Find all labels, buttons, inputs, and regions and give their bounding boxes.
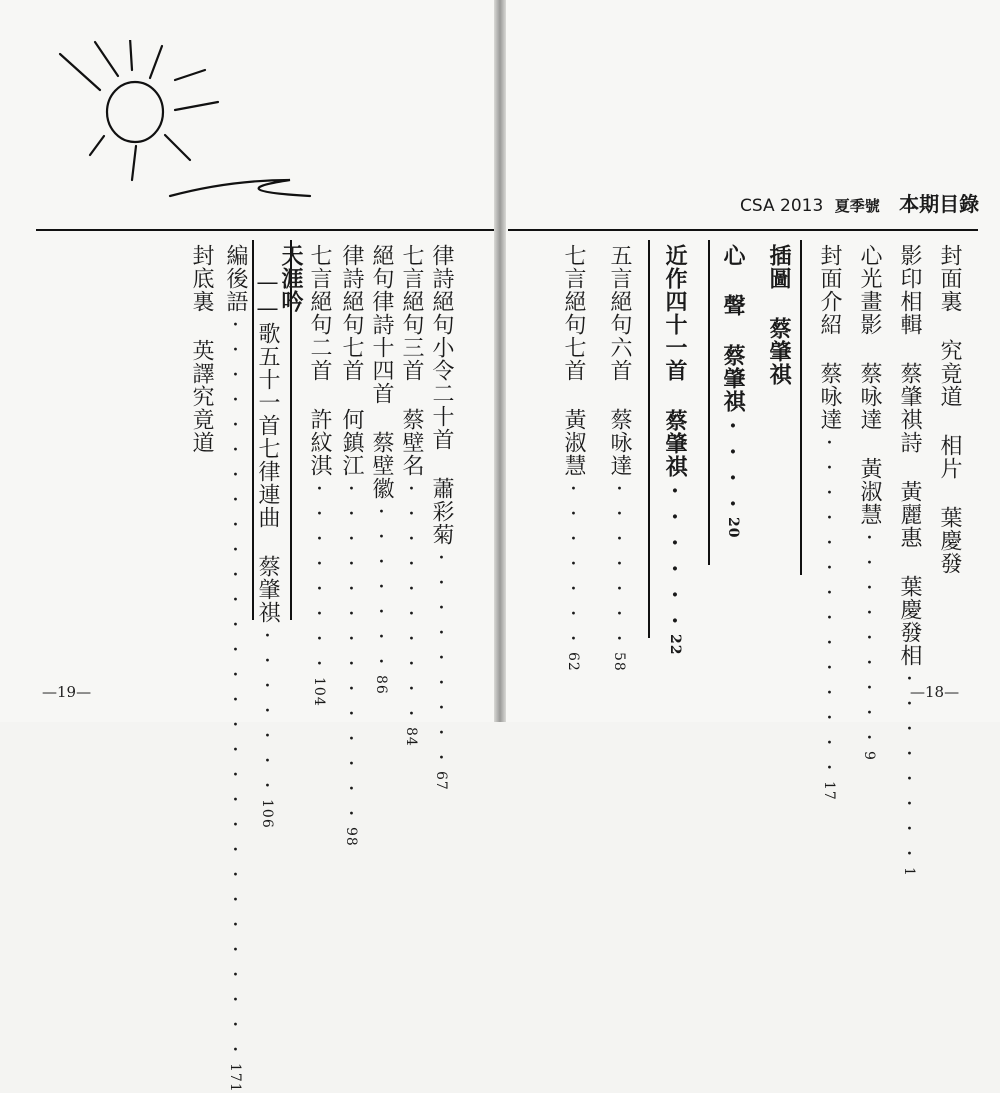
page-folio-left: —19—	[42, 683, 92, 701]
toc-entry-text: 七言絕句三首 蔡壁名	[399, 244, 424, 477]
toc-entry	[664, 244, 686, 655]
toc-entry-text: 封底裏 英譯究竟道	[189, 244, 214, 454]
header-rule-right	[508, 229, 978, 231]
toc-title: 本期目錄	[899, 192, 980, 216]
toc-entry	[430, 244, 452, 791]
toc-entry-text: 心 聲 蔡肇祺	[720, 244, 746, 413]
magazine-code: CSA 2013	[740, 196, 824, 216]
leader-dots: ·······	[255, 624, 280, 799]
toc-entry	[190, 244, 212, 454]
leader-dots: ·······	[607, 477, 632, 652]
toc-entry-text: ——歌五十一首七律連曲 蔡肇祺	[255, 270, 280, 624]
book-gutter	[494, 0, 506, 722]
toc-entry	[768, 244, 790, 386]
toc-entry-text: 插圖 蔡肇祺	[766, 244, 792, 386]
page-number: 9	[861, 751, 877, 761]
toc-entry-text: 律詩絕句小令二十首 蕭彩菊	[429, 244, 454, 546]
page-number: 58	[611, 652, 627, 672]
toc-entry	[370, 244, 392, 695]
page-number: 17	[821, 781, 837, 801]
section-bar	[252, 240, 254, 620]
leader-dots: ··········	[399, 477, 424, 727]
issue-season: 夏季號	[834, 197, 880, 215]
leader-dots: ··············	[817, 431, 842, 781]
leader-dots: ······	[662, 478, 688, 634]
toc-entry	[818, 244, 840, 801]
page-folio-right: —18—	[910, 683, 960, 701]
page-number: 20	[725, 517, 741, 539]
toc-entry-text: 編後語	[223, 244, 248, 313]
page-number: 171	[227, 1063, 243, 1093]
page-number: 1	[901, 867, 917, 877]
section-bar	[800, 240, 802, 575]
toc-header	[740, 188, 979, 217]
leader-dots: ·······	[561, 477, 586, 652]
toc-entry-text: 五言絕句六首 蔡咏達	[607, 244, 632, 477]
page-number: 106	[259, 799, 275, 829]
page-number: 86	[373, 675, 389, 695]
page-number: 67	[433, 771, 449, 791]
leader-dots: ······························	[223, 313, 248, 1063]
toc-entry	[308, 244, 330, 707]
section-bar	[648, 240, 650, 638]
toc-entry-text: 封面裏 究竟道 相片 葉慶發	[937, 244, 962, 575]
toc-entry	[562, 244, 584, 672]
page-number: 104	[311, 677, 327, 707]
toc-entry	[280, 244, 302, 313]
toc-entry	[256, 270, 278, 829]
toc-entry	[340, 244, 362, 847]
toc-entry-text: 絕句律詩十四首 蔡壁徽	[369, 244, 394, 500]
toc-entry-text: 律詩絕句七首 何鎮江	[339, 244, 364, 477]
leader-dots: ········	[897, 667, 922, 867]
toc-entry	[608, 244, 630, 672]
page-number: 98	[343, 827, 359, 847]
toc-entry	[938, 244, 960, 575]
toc-entry-text: 影印相輯 蔡肇祺詩 黃麗惠 葉慶發相	[897, 244, 922, 667]
header-rule-left	[36, 229, 494, 231]
toc-entry	[858, 244, 880, 761]
toc-entry-text: 天涯吟	[278, 244, 304, 313]
leader-dots: ·········	[857, 526, 882, 751]
toc-entry-text: 近作四十一首 蔡肇祺	[662, 244, 688, 478]
leader-dots: ·········	[429, 546, 454, 771]
sun-sketch-icon	[40, 40, 320, 220]
leader-dots: ·······	[369, 500, 394, 675]
toc-entry-text: 封面介紹 蔡咏達	[817, 244, 842, 431]
section-bar	[708, 240, 710, 565]
page-number: 84	[403, 727, 419, 747]
toc-entry-text: 心光畫影 蔡咏達 黃淑慧	[857, 244, 882, 526]
page-number: 62	[565, 652, 581, 672]
toc-entry	[898, 244, 920, 877]
leader-dots: ····	[720, 413, 746, 517]
toc-entry-text: 七言絕句七首 黃淑慧	[561, 244, 586, 477]
toc-entry	[722, 244, 744, 538]
toc-entry-text: 七言絕句二首 許紋淇	[307, 244, 332, 477]
leader-dots: ········	[307, 477, 332, 677]
toc-entry	[400, 244, 422, 747]
page-number: 22	[667, 634, 683, 656]
toc-entry	[224, 244, 246, 1093]
leader-dots: ··············	[339, 477, 364, 827]
